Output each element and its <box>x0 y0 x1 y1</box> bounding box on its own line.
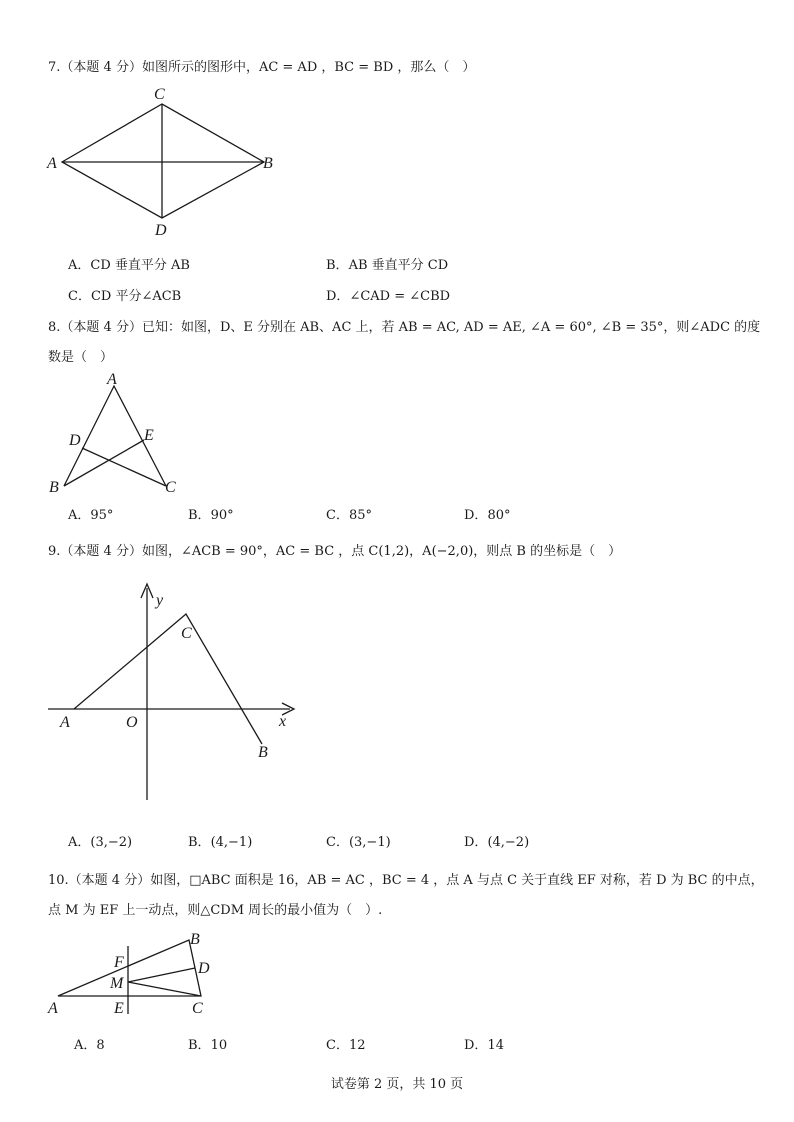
q10-option-d[interactable] <box>464 1034 504 1053</box>
q8-option-a-text: 95° <box>90 508 114 523</box>
q8-option-d-letter: D． <box>464 508 488 523</box>
q10-label-b: B <box>190 931 200 948</box>
q9-option-d-letter: D． <box>464 835 488 850</box>
q10-option-a-letter: A． <box>74 1038 97 1053</box>
q10-label-a: A <box>48 1000 58 1017</box>
q10-option-c[interactable] <box>326 1034 366 1053</box>
q9-label-b: B <box>258 744 268 761</box>
q8-option-c[interactable] <box>326 504 372 523</box>
q9-label-c: C <box>181 625 192 642</box>
q9-option-a[interactable] <box>68 831 132 850</box>
q10-label-c: C <box>192 1000 203 1017</box>
q9-option-a-text: (3,−2) <box>90 835 133 850</box>
q8-option-b[interactable] <box>188 504 234 523</box>
q8-label-d: D <box>69 432 81 449</box>
q7-label-d: D <box>155 222 167 239</box>
q7-option-c[interactable] <box>68 285 181 304</box>
q10-option-a[interactable] <box>74 1034 105 1053</box>
q8-option-c-letter: C． <box>326 508 349 523</box>
q8-label-c: C <box>165 479 176 496</box>
q8-figure <box>44 368 194 498</box>
q7-label-b: B <box>263 155 273 172</box>
q7-label-a: A <box>47 155 57 172</box>
q9-option-b-letter: B． <box>188 835 211 850</box>
q9-option-a-letter: A． <box>68 835 91 850</box>
page-footer: 试卷第 2 页，共 10 页 <box>330 1077 464 1092</box>
q9-label-y: y <box>156 592 164 609</box>
q9-polyline-acb <box>74 614 262 744</box>
q7-option-a[interactable] <box>68 254 190 273</box>
q9-label-a: A <box>60 714 70 731</box>
q10-segment-mc <box>128 982 201 996</box>
q10-option-b-letter: B． <box>188 1038 211 1053</box>
q8-option-a-letter: A． <box>68 508 91 523</box>
q10-segment-md <box>128 968 195 982</box>
q7-option-b[interactable] <box>326 254 448 273</box>
q7-option-d-text: ∠CAD = ∠CBD <box>349 289 451 304</box>
q9-option-c[interactable] <box>326 831 391 850</box>
q8-option-d-text: 80° <box>487 508 511 523</box>
q8-option-b-letter: B． <box>188 508 211 523</box>
q8-segment-dc <box>82 448 166 486</box>
q7-label-c: C <box>154 86 165 103</box>
q10-option-d-letter: D． <box>464 1038 488 1053</box>
q8-label-b: B <box>49 479 59 496</box>
q8-option-b-text: 90° <box>210 508 234 523</box>
q10-stem-line1: 10.（本题 4 分）如图，□ABC 面积是 16，AB = AC ，BC = 4 ，点 A 与点 C 关于直线 EF 对称，若 D 为 BC 的中点， <box>48 873 764 888</box>
q10-option-c-letter: C． <box>326 1038 349 1053</box>
q8-label-e: E <box>144 427 154 444</box>
q9-label-x: x <box>279 713 287 730</box>
q9-option-c-text: (3,−1) <box>348 835 391 850</box>
q9-option-c-letter: C． <box>326 835 349 850</box>
q7-option-d-letter: D． <box>326 289 350 304</box>
q7-figure <box>44 82 284 242</box>
q10-triangle-abc <box>58 940 201 996</box>
q10-label-d: D <box>198 960 210 977</box>
q7-option-a-letter: A． <box>68 258 91 273</box>
q8-stem-line2: 数是（ ） <box>48 350 114 365</box>
q10-option-d-text: 14 <box>487 1038 504 1053</box>
q8-option-d[interactable] <box>464 504 510 523</box>
q7-stem: 7.（本题 4 分）如图所示的图形中，AC = AD ，BC = BD ，那么（ ） <box>48 60 476 75</box>
q9-label-o: O <box>126 714 138 731</box>
q7-option-d[interactable] <box>326 285 450 304</box>
q8-label-a: A <box>107 371 117 388</box>
q9-option-b-text: (4,−1) <box>210 835 253 850</box>
q8-stem-line1: 8.（本题 4 分）已知：如图，D、E 分别在 AB、AC 上，若 AB = AC, AD = AE, ∠A = 60°, ∠B = 35°，则∠ADC 的度 <box>48 320 761 335</box>
q7-option-c-text: CD 平分∠ACB <box>90 289 182 304</box>
q10-option-c-text: 12 <box>348 1038 366 1053</box>
q9-option-d-text: (4,−2) <box>487 835 530 850</box>
q10-label-f: F <box>114 954 124 971</box>
q10-label-m: M <box>110 975 124 992</box>
q10-stem-line2: 点 M 为 EF 上一动点，则△CDM 周长的最小值为（ ）. <box>48 903 383 918</box>
q7-option-b-text: AB 垂直平分 CD <box>348 258 449 273</box>
q9-option-d[interactable] <box>464 831 529 850</box>
q10-option-b-text: 10 <box>210 1038 228 1053</box>
q7-quadrilateral <box>62 104 264 218</box>
q9-figure <box>44 576 314 806</box>
q7-option-c-letter: C． <box>68 289 91 304</box>
q10-figure <box>44 926 224 1021</box>
q10-label-e: E <box>114 1000 124 1017</box>
q8-option-a[interactable] <box>68 504 113 523</box>
q9-stem: 9.（本题 4 分）如图，∠ACB = 90°，AC = BC ，点 C(1,2)，A(−2,0)，则点 B 的坐标是（ ） <box>48 544 622 559</box>
q10-option-a-text: 8 <box>96 1038 105 1053</box>
q7-option-a-text: CD 垂直平分 AB <box>90 258 190 273</box>
q7-option-b-letter: B． <box>326 258 349 273</box>
q9-option-b[interactable] <box>188 831 252 850</box>
q8-option-c-text: 85° <box>348 508 372 523</box>
q10-option-b[interactable] <box>188 1034 227 1053</box>
